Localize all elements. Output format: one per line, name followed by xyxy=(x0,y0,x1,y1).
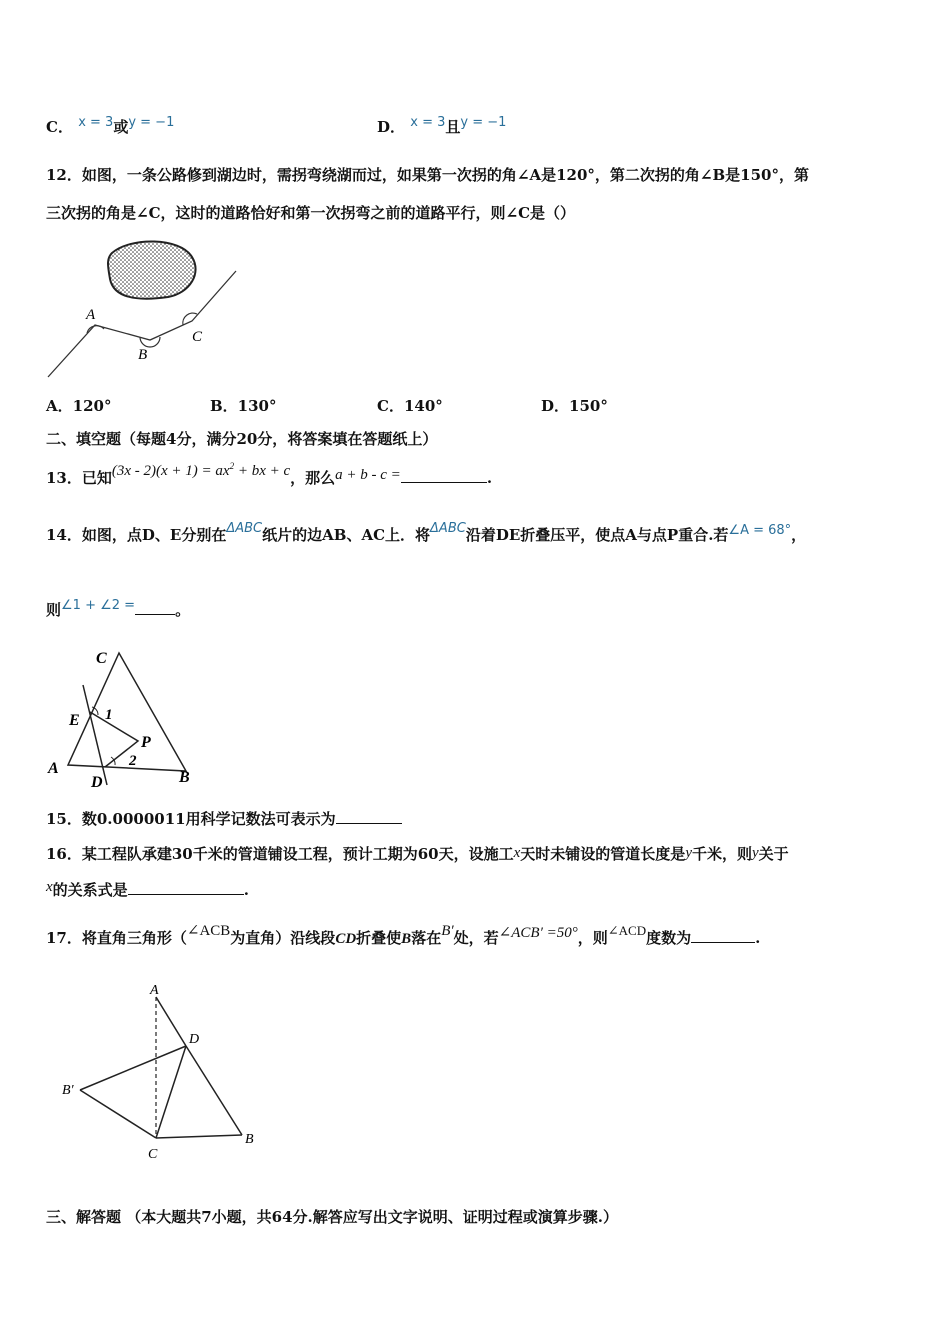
q14-math-triangle: ΔABC xyxy=(226,521,263,536)
q16-text-6: . xyxy=(243,881,249,899)
q16-line1 xyxy=(46,844,789,865)
label-b: B xyxy=(179,769,190,786)
segment-bprime-d xyxy=(80,1046,186,1090)
q16-text-5: 的关系式是 xyxy=(52,881,128,899)
q17-figure xyxy=(60,980,270,1165)
q13-middle: ，那么 xyxy=(290,469,336,487)
q12-figure xyxy=(40,235,250,385)
q17-text-4: 落在 xyxy=(411,929,442,947)
q14-math-triangle: ΔABC xyxy=(430,521,466,536)
math-expr: x = 3 xyxy=(78,115,114,130)
triangle-abc xyxy=(68,653,186,771)
q13 xyxy=(46,461,493,489)
fold-line-de xyxy=(83,685,107,785)
q12-option-b: B．130° xyxy=(210,397,277,415)
segment-db xyxy=(186,1046,242,1135)
label-d: D xyxy=(189,1032,200,1047)
label-e: E xyxy=(69,712,80,729)
q14-text-3: 沿着DE折叠压平，使点A与点P重合.若 xyxy=(465,526,729,544)
math-expr: x = 3 xyxy=(410,115,446,130)
q11-option-c xyxy=(46,116,174,137)
q17-math-acb: ∠ACB xyxy=(186,923,231,939)
q12-line1: 12．如图，一条公路修到湖边时，需拐弯绕湖而过，如果第一次拐的角∠A是120°，第二次拐的角∠B是150°，第 xyxy=(46,166,809,184)
q17-answer-blank[interactable] xyxy=(691,928,755,943)
math-expr: y = −1 xyxy=(460,115,507,130)
q14-text-6: 。 xyxy=(175,601,191,619)
q17-text-1: 17．将直角三角形（ xyxy=(46,929,187,947)
segment-cb xyxy=(156,1135,242,1138)
q16-text-2: 天时未铺设的管道长度是 xyxy=(520,845,686,863)
q16-var-x: x xyxy=(513,845,521,861)
section3-title: 三、解答题 （本大题共7小题，共64分.解答应写出文字说明、证明过程或演算步骤.） xyxy=(46,1208,618,1226)
q13-prefix: 13．已知 xyxy=(46,469,112,487)
label-d: D xyxy=(91,774,103,791)
q13-expr-right: + bx + c xyxy=(234,463,291,479)
q15 xyxy=(46,809,402,829)
q14-line1 xyxy=(46,521,807,547)
q17-text-5: 处，若 xyxy=(453,929,499,947)
q14-math-angle: ∠A = 68° xyxy=(728,523,792,538)
q13-expr-left: (3x - 2)(x + 1) = ax xyxy=(111,463,230,479)
segment-bprime-c xyxy=(80,1090,156,1138)
q17-text-7: 度数为 xyxy=(646,929,692,947)
q17-math-acd: ∠ACD xyxy=(607,923,647,938)
section2-title: 二、填空题（每题4分，满分20分，将答案填在答题纸上） xyxy=(46,430,438,448)
angle-c-arc xyxy=(183,313,197,325)
label-c: C xyxy=(148,1147,158,1162)
segment-cd xyxy=(156,1046,186,1138)
math-expr: y = −1 xyxy=(128,115,175,130)
label-c: C xyxy=(96,650,107,667)
label-p: P xyxy=(141,734,151,751)
q14-math-sum: ∠1 + ∠2 = xyxy=(61,598,136,613)
q17-text-3: 折叠使 xyxy=(356,929,402,947)
segment-ad xyxy=(156,997,186,1046)
label-1: 1 xyxy=(105,707,113,723)
q17-math-bprime: B′ xyxy=(441,923,454,939)
option-label: D． xyxy=(377,118,406,136)
q17-line xyxy=(46,923,761,949)
q16-answer-blank[interactable] xyxy=(128,880,244,895)
label-2: 2 xyxy=(129,753,137,769)
conjunction: 或 xyxy=(113,118,129,136)
q15-answer-blank[interactable] xyxy=(336,809,402,824)
q12-option-c: C．140° xyxy=(377,397,443,415)
q13-exponent: 2 xyxy=(229,461,235,471)
q16-var-x: x xyxy=(46,879,53,895)
q13-expr2: a + b - c = xyxy=(335,467,401,483)
q13-equation xyxy=(112,463,290,479)
q11-option-d xyxy=(377,116,506,137)
q16-var-y: y xyxy=(752,845,759,861)
q17-math-b: B xyxy=(401,931,412,947)
q12-option-d: D．150° xyxy=(541,397,608,415)
q12-line2: 三次拐的角是∠C，这时的道路恰好和第一次拐弯之前的道路平行，则∠C是（） xyxy=(46,204,576,222)
q17-math-cd: CD xyxy=(335,931,357,947)
q16-text-4: 关于 xyxy=(758,845,789,863)
q17-math-angle: ∠ACB′ =50° xyxy=(498,925,578,941)
q16-var-y: y xyxy=(685,845,692,861)
q14-answer-blank[interactable] xyxy=(135,600,175,615)
lake-shape xyxy=(108,241,196,298)
q13-answer-blank[interactable] xyxy=(401,468,487,483)
q14-text-4: ， xyxy=(791,526,807,544)
q12-option-a: A．120° xyxy=(46,397,112,415)
label-b: B xyxy=(245,1132,254,1147)
q14-text-1: 14．如图，点D、E分别在 xyxy=(46,526,227,544)
q17-text-2: 为直角）沿线段 xyxy=(230,929,336,947)
q16-text-1: 16．某工程队承建30千米的管道铺设工程，预计工期为60天，设施工 xyxy=(46,845,514,863)
q15-text: 15．数0.0000011用科学记数法可表示为 xyxy=(46,810,336,828)
q17-text-6: ，则 xyxy=(577,929,608,947)
label-a: A xyxy=(150,983,159,998)
label-a: A xyxy=(86,307,96,323)
label-a: A xyxy=(48,760,59,777)
label-c: C xyxy=(192,329,203,345)
label-bprime: B′ xyxy=(62,1083,74,1098)
conjunction: 且 xyxy=(445,118,461,136)
q16-line2 xyxy=(46,880,249,901)
label-b: B xyxy=(138,347,148,363)
q16-text-3: 千米，则 xyxy=(691,845,752,863)
q13-suffix: . xyxy=(486,469,493,487)
q14-line2 xyxy=(46,600,190,622)
option-label: C． xyxy=(46,118,73,136)
q17-text-8: . xyxy=(755,929,761,947)
q14-figure xyxy=(45,645,205,790)
q14-text-2: 纸片的边AB、AC上．将 xyxy=(262,526,431,544)
q14-text-5: 则 xyxy=(46,601,62,619)
